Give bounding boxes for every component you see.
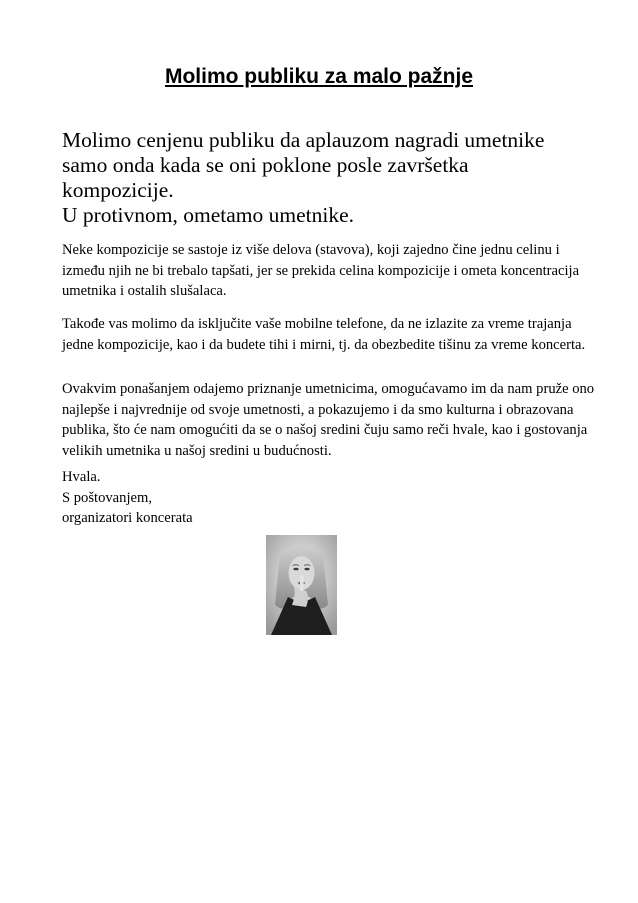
signature-line: Hvala. <box>62 469 101 485</box>
intro-line: U protivnom, ometamo umetnike. <box>62 203 354 227</box>
document-title: Molimo publiku za malo pažnje <box>164 65 474 88</box>
intro-line: kompozicije. <box>62 178 174 202</box>
intro-paragraph <box>62 128 602 228</box>
paragraph-movements: Neke kompozicije se sastoje iz više delova (stavova), koji zajedno čine jednu celinu i između njih ne bi trebalo tapšati, jer se prekida celina kompozicije i ometa koncentracija umetnika i ostalih slušalaca. <box>62 242 580 299</box>
paragraph-recognition: Ovakvim ponašanjem odajemo priznanje umetnicima, omogućavamo im da nam pruže ono najlepše i najvrednije od svoje umetnosti, a pokazujemo i da smo kulturna i obrazovana publika, što će nam omogućiti da se o našoj sredini čuju samo reči hvale, kao i gostovanja velikih umetnika u našoj sredini u budućnosti. <box>62 381 595 459</box>
paragraph-phones: Takođe vas molimo da isključite vaše mobilne telefone, da ne izlazite za vreme trajanja jedne kompozicije, kao i da budete tihi i mirni, tj. da obezbedite tišinu za vreme koncerta. <box>62 316 586 353</box>
intro-line: samo onda kada se oni poklone posle završetka <box>62 153 469 177</box>
intro-line: Molimo cenjenu publiku da aplauzom nagradi umetnike <box>62 128 545 152</box>
signature-block <box>62 467 602 529</box>
silence-photo <box>266 535 337 635</box>
signature-line: organizatori koncerata <box>62 510 193 526</box>
woman-shushing-image <box>266 535 337 635</box>
signature-line: S poštovanjem, <box>62 489 152 506</box>
